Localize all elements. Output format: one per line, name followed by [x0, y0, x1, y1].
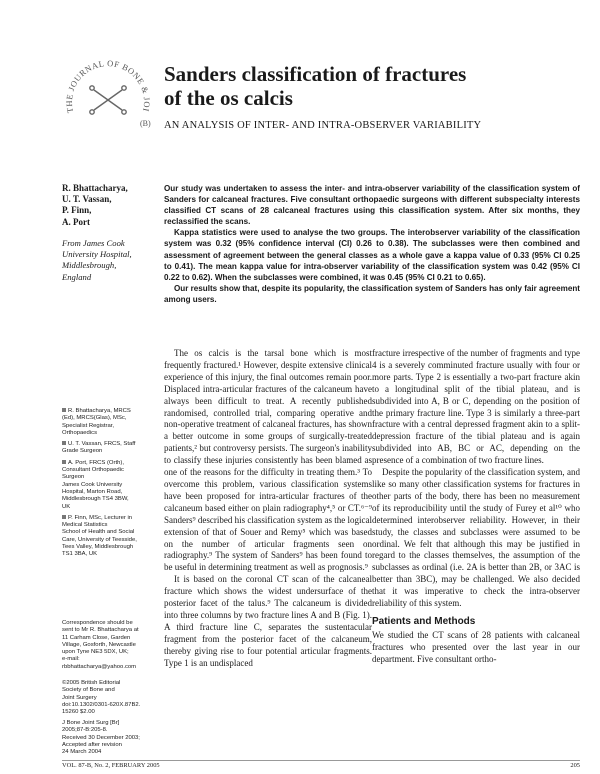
article-title — [164, 62, 584, 110]
detail-line: 24 March 2004 — [62, 749, 102, 756]
detail-line: Grade Surgeon — [62, 448, 103, 455]
affiliation-line: From James Cook — [62, 238, 125, 248]
author-detail — [62, 515, 158, 559]
detail-line: P. Finn, MSc, Lecturer in — [68, 514, 133, 521]
body-paragraph: We studied the CT scans of 28 patients with calcaneal fractures who presented over the last year in our department. Five consultant ortho- — [372, 629, 580, 664]
detail-line: 15260 $2.00 — [62, 709, 95, 716]
abstract-paragraph: Our study was undertaken to assess the inter- and intra-observer variability of the classification system of Sanders for calcaneal fractures. Five consultant orthopaedic surgeons with different subspecialty interests classified CT scans of 28 calcaneal fractures using this classification system. After six months, they reclassified the scans. — [164, 184, 580, 227]
detail-line: Middlesbrough TS4 3BW, — [62, 496, 129, 503]
sidebar-copyright — [62, 680, 158, 720]
page-number: 205 — [570, 762, 580, 769]
body-column-1 — [164, 348, 372, 669]
logo-ring-text: THE JOURNAL OF BONE & JOI — [64, 59, 152, 114]
footer-divider — [62, 760, 580, 761]
detail-line: A. Port, FRCS (Orth), — [68, 459, 124, 466]
detail-line: Tees Valley, Middlesbrough — [62, 544, 134, 551]
detail-line: Consultant Orthopaedic — [62, 467, 124, 474]
bullet-square-icon — [62, 441, 66, 445]
section-heading: Patients and Methods — [372, 615, 476, 627]
title-line-1: Sanders classification of fractures — [164, 62, 467, 86]
author-detail — [62, 441, 158, 456]
author-name: U. T. Vassan, — [62, 194, 112, 205]
journal-logo — [60, 52, 156, 148]
affiliation-line: Middlesbrough, — [62, 260, 117, 271]
detail-line: 2005;87-B:205-8. — [62, 727, 108, 734]
detail-line: Joint Surgery — [62, 694, 97, 701]
body-column-2 — [372, 348, 580, 666]
author-name: P. Finn, — [62, 205, 92, 216]
detail-line: upon Tyne NE3 5DX, UK; — [62, 649, 129, 656]
author-detail — [62, 460, 158, 511]
abstract — [164, 183, 580, 305]
bullet-square-icon — [62, 460, 66, 464]
bullet-square-icon — [62, 408, 66, 412]
bullet-square-icon — [62, 515, 66, 519]
doi: doi:10.1302/0301-620X.87B2. — [62, 701, 141, 708]
detail-line: TS1 3BA, UK — [62, 551, 98, 558]
correspondence — [62, 620, 158, 671]
detail-line: Received 30 December 2003; — [62, 734, 140, 741]
detail-line: Correspondence should be — [62, 620, 133, 626]
article-subtitle: AN ANALYSIS OF INTER- AND INTRA-OBSERVER VARIABILITY — [164, 120, 482, 131]
svg-text:THE JOURNAL OF BONE & JOINT SU — [60, 52, 151, 114]
affiliation — [62, 238, 154, 283]
detail-line: U. T. Vassan, FRCS, Staff — [68, 441, 136, 448]
author-name: R. Bhattacharya, — [62, 183, 128, 193]
author-name: A. Port — [62, 216, 90, 227]
abstract-paragraph: Our results show that, despite its popularity, the classification system of Sanders has only fair agreement among users. — [164, 283, 580, 304]
detail-line: Medical Statistics — [62, 522, 108, 529]
detail-line: 11 Carham Close, Garden — [62, 634, 131, 641]
detail-line: J Bone Joint Surg [Br] — [62, 720, 120, 726]
detail-line: UK — [62, 503, 71, 510]
citation — [62, 720, 158, 756]
detail-line: School of Health and Social — [62, 529, 135, 536]
body-paragraph: The os calcis is the tarsal bone which is most frequently fractured.¹ However, despite extensive clinical experience of this injury, the final outcomes remain poor. Displaced intra-articular fractures of the calcaneum have always been difficult to treat. A recently published randomised, controlled trial, comparing operative and non-operative treatment of calcaneal fractures, has shown a better outcome in some groups of surgically-treated patients,² but controversy persists. The surgeon's inability to classify these injuries consistently has been blamed as one of the reasons for the difficulty in treating them.³ To overcome this problem, various classification systems have been proposed for intra-articular fractures of the calcaneum based either on plain radiography⁴,⁵ or CT.⁶⁻⁹ Sanders⁹ described his classification system as the logical extension of that of Souer and Remy⁵ which was based on the number of articular fragments seen on radiography.⁹ The system of Sanders⁹ has been found to be useful in determining treatment as well as prognosis.⁹ — [164, 348, 372, 573]
journal-seal-icon — [60, 52, 156, 148]
detail-line: sent to Mr R. Bhattacharya at — [62, 627, 139, 634]
detail-line: Hospital, Marton Road, — [62, 488, 123, 495]
title-line-2: of the os calcis — [164, 86, 293, 110]
detail-line: (Ed), MRCS(Glas), MSc, — [62, 415, 127, 422]
detail-line: Specialist Registrar, — [62, 422, 115, 429]
detail-line: Orthopaedics — [62, 429, 98, 436]
sidebar-correspondence — [62, 620, 158, 675]
detail-line: ©2005 British Editorial — [62, 680, 121, 686]
copyright — [62, 680, 158, 716]
sidebar-author-details — [62, 408, 158, 563]
author-list — [62, 183, 154, 228]
body-paragraph: fracture irrespective of the number of fragments and type 4 is a severely comminuted fracture usually with four or more parts. Type 2 is essentially a two-part fracture akin to a longitudinal split of the tibial plateau, and is subdivided into A, B or C, depending on the position of the primary fracture line. Type 3 is similarly a three-part fracture with a central depressed fragment akin to a split-depression fracture of the tibial plateau and is again subdivided into AB, BC or AC, depending on the presence of a combination of two fracture lines. — [372, 348, 580, 466]
detail-line: Society of Bone and — [62, 687, 115, 694]
detail-line: Surgeon — [62, 474, 85, 481]
affiliation-line: University Hospital, — [62, 249, 132, 260]
logo-suffix: (B) — [140, 119, 151, 128]
body-paragraph: Despite the popularity of the classification system, and like so many other classification systems for fractures in other parts of the body, there has been no measurement of its reproducibility until the study of Furey et al¹⁰ who determined interobserver reliability. However, in their study, the classes and subclasses were assumed to be ordinal. We felt that although this may be justified in regard to the classes themselves, the assumption of the subclasses as ordinal (i.e. 2A is better than 2B, or 3AC is better than 3BC), may be challenged. We also decided that it was imperative to check the intra-observer reliability of this system. — [372, 467, 580, 609]
body-paragraph: It is based on the coronal CT scan of the calcaneal fracture which shows the widest undersurface of the posterior facet of the talus.⁹ The calcaneum is divided into three columns by two fracture lines A and B (Fig. 1). A third fracture line C, separates the sustentacular fragment from the posterior facet of the calcaneum, thereby giving rise to four potential articular fragments. Type 1 is an undisplaced — [164, 574, 372, 668]
detail-line: R. Bhattacharya, MRCS — [68, 408, 131, 414]
detail-line: Village, Gosforth, Newcastle — [62, 641, 136, 648]
detail-line: e-mail: — [62, 656, 80, 663]
detail-line: Accepted after revision — [62, 741, 122, 748]
detail-line: James Cook University — [62, 481, 123, 488]
detail-line: Care, University of Teesside, — [62, 536, 137, 543]
author-detail — [62, 408, 158, 437]
footer-volume: VOL. 87-B, No. 2, FEBRUARY 2005 — [62, 762, 160, 769]
sidebar-citation — [62, 720, 158, 760]
email-address: rbbhattacharya@yahoo.com — [62, 663, 137, 670]
abstract-paragraph: Kappa statistics were used to analyse the two groups. The interobserver variability of the classification system was 0.32 (95% confidence interval (CI) 0.26 to 0.38). The subclasses were then combined and assessment of agreement between the general classes as a whole gave a kappa value of 0.33 (95% CI 0.25 to 0.41). The mean kappa value for intra-observer variability of the classification system was 0.42 (95% CI 0.22 to 0.62). When the subclasses were combined, it was 0.45 (95% CI 0.21 to 0.65). — [164, 228, 580, 282]
affiliation-line: England — [62, 271, 92, 282]
